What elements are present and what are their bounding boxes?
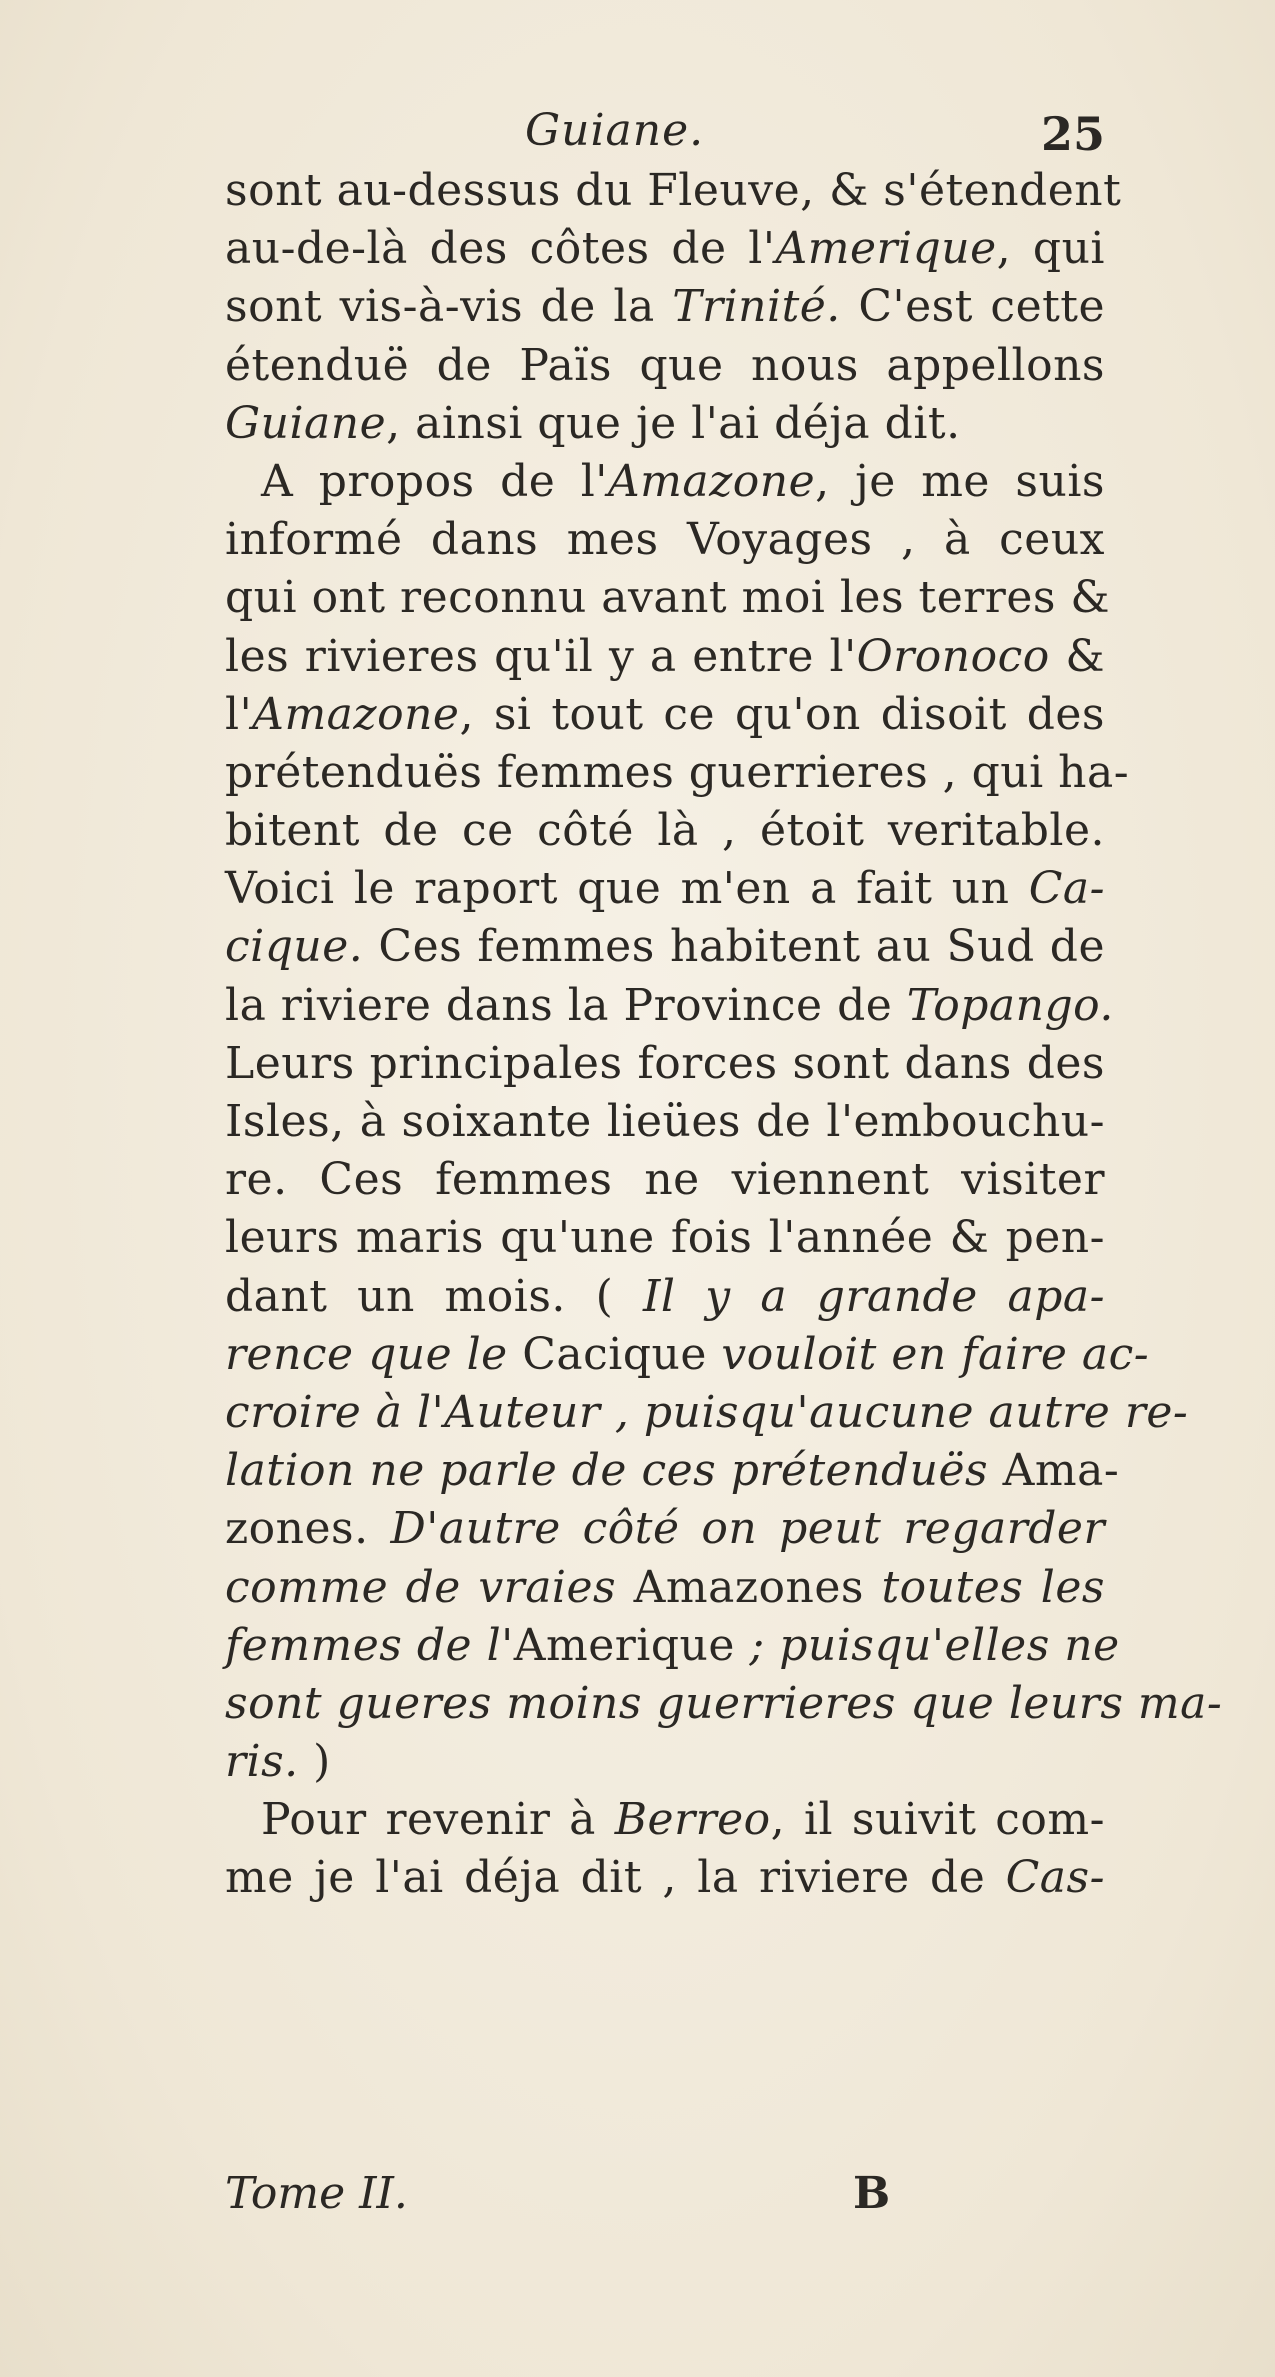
text-segment: Topango. — [906, 979, 1114, 1031]
text-line — [225, 918, 1105, 976]
text-segment: Oronoco — [856, 630, 1050, 682]
text-line — [225, 1151, 1105, 1209]
text-segment: lation ne parle de ces prétenduës — [225, 1445, 989, 1497]
text-segment: ris. — [225, 1736, 299, 1788]
text-segment: cique. — [225, 921, 364, 973]
text-segment: Cacique — [507, 1328, 722, 1380]
text-segment: étenduë de Païs que nous appellons — [225, 339, 1105, 391]
text-segment: & — [1049, 630, 1106, 682]
page-header — [225, 105, 1105, 165]
text-segment: vouloit en faire ac- — [721, 1328, 1150, 1380]
text-segment: Il y a grande apa- — [643, 1270, 1105, 1322]
text-segment: qui ont reconnu avant moi les terres & — [225, 572, 1111, 624]
text-segment: l' — [225, 688, 253, 740]
text-segment: ) — [298, 1736, 331, 1788]
text-segment: comme de vraies — [225, 1561, 617, 1613]
page-number: 25 — [1040, 107, 1105, 161]
text-segment: croire à l'Auteur , puisqu'aucune autre re- — [225, 1386, 1189, 1438]
text-segment: au-de-là des côtes de l' — [225, 223, 776, 275]
text-line — [225, 1559, 1105, 1617]
text-segment: Ca- — [1028, 863, 1105, 915]
text-segment: A propos de l' — [261, 455, 608, 507]
text-segment: leurs maris qu'une fois l'année & pen- — [225, 1212, 1105, 1264]
text-segment: Voici le raport que m'en a fait un — [225, 863, 1029, 915]
text-line — [225, 1442, 1120, 1500]
text-segment: dant un mois. ( — [225, 1270, 644, 1322]
text-line — [225, 860, 1105, 918]
text-segment: Trinité. — [672, 281, 841, 333]
text-segment: Cas- — [1005, 1852, 1105, 1904]
text-line — [225, 1849, 1105, 1907]
text-line — [225, 1791, 1105, 1849]
text-segment: sont gueres moins guerrieres que leurs ma- — [225, 1677, 1223, 1729]
text-segment: , je me suis — [815, 455, 1105, 507]
text-segment: Ces femmes habitent au Sud de — [363, 921, 1105, 973]
text-line — [225, 744, 1130, 802]
text-segment: Amerique — [775, 223, 997, 275]
text-line — [225, 628, 1105, 686]
text-segment: Leurs principales forces sont dans des — [225, 1037, 1105, 1089]
text-line — [225, 1326, 1150, 1384]
text-segment: rence que le — [225, 1328, 508, 1380]
running-title: Guiane. — [525, 105, 705, 156]
text-line — [225, 1617, 1120, 1675]
text-segment: , ainsi que je l'ai déja dit. — [386, 397, 961, 449]
text-segment: sont au-dessus du Fleuve, & s'étendent — [225, 165, 1122, 216]
text-segment: femmes de l' — [225, 1619, 514, 1671]
text-line — [225, 1093, 1105, 1151]
text-segment: Guiane — [225, 397, 387, 449]
text-segment: me je l'ai déja dit , la riviere de — [225, 1852, 1006, 1904]
text-line — [225, 1035, 1105, 1093]
text-segment: Amazone — [252, 688, 460, 740]
text-segment: D'autre côté on peut regarder — [390, 1503, 1105, 1555]
text-segment: prétenduës femmes guerrieres , qui ha- — [225, 746, 1130, 798]
text-line — [225, 1209, 1105, 1267]
text-line — [225, 977, 1114, 1035]
text-line — [225, 511, 1105, 569]
text-segment: Amazone — [607, 455, 816, 507]
text-segment: ; puisqu'elles ne — [749, 1619, 1120, 1671]
text-line — [225, 278, 1105, 336]
text-segment: , qui — [996, 223, 1105, 275]
text-line — [225, 337, 1105, 395]
text-line — [225, 453, 1105, 511]
text-segment: Ama- — [988, 1445, 1120, 1497]
text-segment: zones. — [225, 1503, 391, 1555]
text-segment: C'est cette — [840, 281, 1106, 333]
text-segment: Pour revenir à — [261, 1794, 615, 1846]
body-text — [225, 162, 1223, 1908]
text-segment: toutes les — [881, 1561, 1105, 1613]
text-segment: bitent de ce côté là , étoit veritable. — [225, 805, 1105, 857]
text-segment: les rivieres qu'il y a entre l' — [225, 630, 857, 682]
page-footer — [225, 2168, 1105, 2228]
text-segment: Berreo — [614, 1794, 771, 1846]
signature-mark: Tome II. — [225, 2168, 408, 2219]
text-line — [225, 1733, 1105, 1791]
text-line — [225, 395, 1105, 453]
text-line — [225, 802, 1105, 860]
text-line — [225, 569, 1111, 627]
text-segment: , si tout ce qu'on disoit des — [459, 688, 1105, 740]
text-segment: re. Ces femmes ne viennent visiter — [225, 1154, 1105, 1206]
text-segment: Amazones — [616, 1561, 882, 1613]
text-segment: , il suivit com- — [770, 1794, 1105, 1846]
text-segment: informé dans mes Voyages , à ceux — [225, 514, 1105, 566]
text-line — [225, 162, 1122, 220]
text-line — [225, 1384, 1189, 1442]
text-line — [225, 1268, 1105, 1326]
text-line — [225, 1500, 1105, 1558]
text-segment: sont vis-à-vis de la — [225, 281, 673, 333]
gathering-mark: B — [853, 2168, 891, 2219]
text-line — [225, 686, 1105, 744]
text-line — [225, 1675, 1223, 1733]
text-segment: Amerique — [513, 1619, 750, 1671]
text-segment: Isles, à soixante lieües de l'embouchu- — [225, 1096, 1105, 1147]
text-line — [225, 220, 1105, 278]
text-segment: la riviere dans la Province de — [225, 979, 907, 1031]
